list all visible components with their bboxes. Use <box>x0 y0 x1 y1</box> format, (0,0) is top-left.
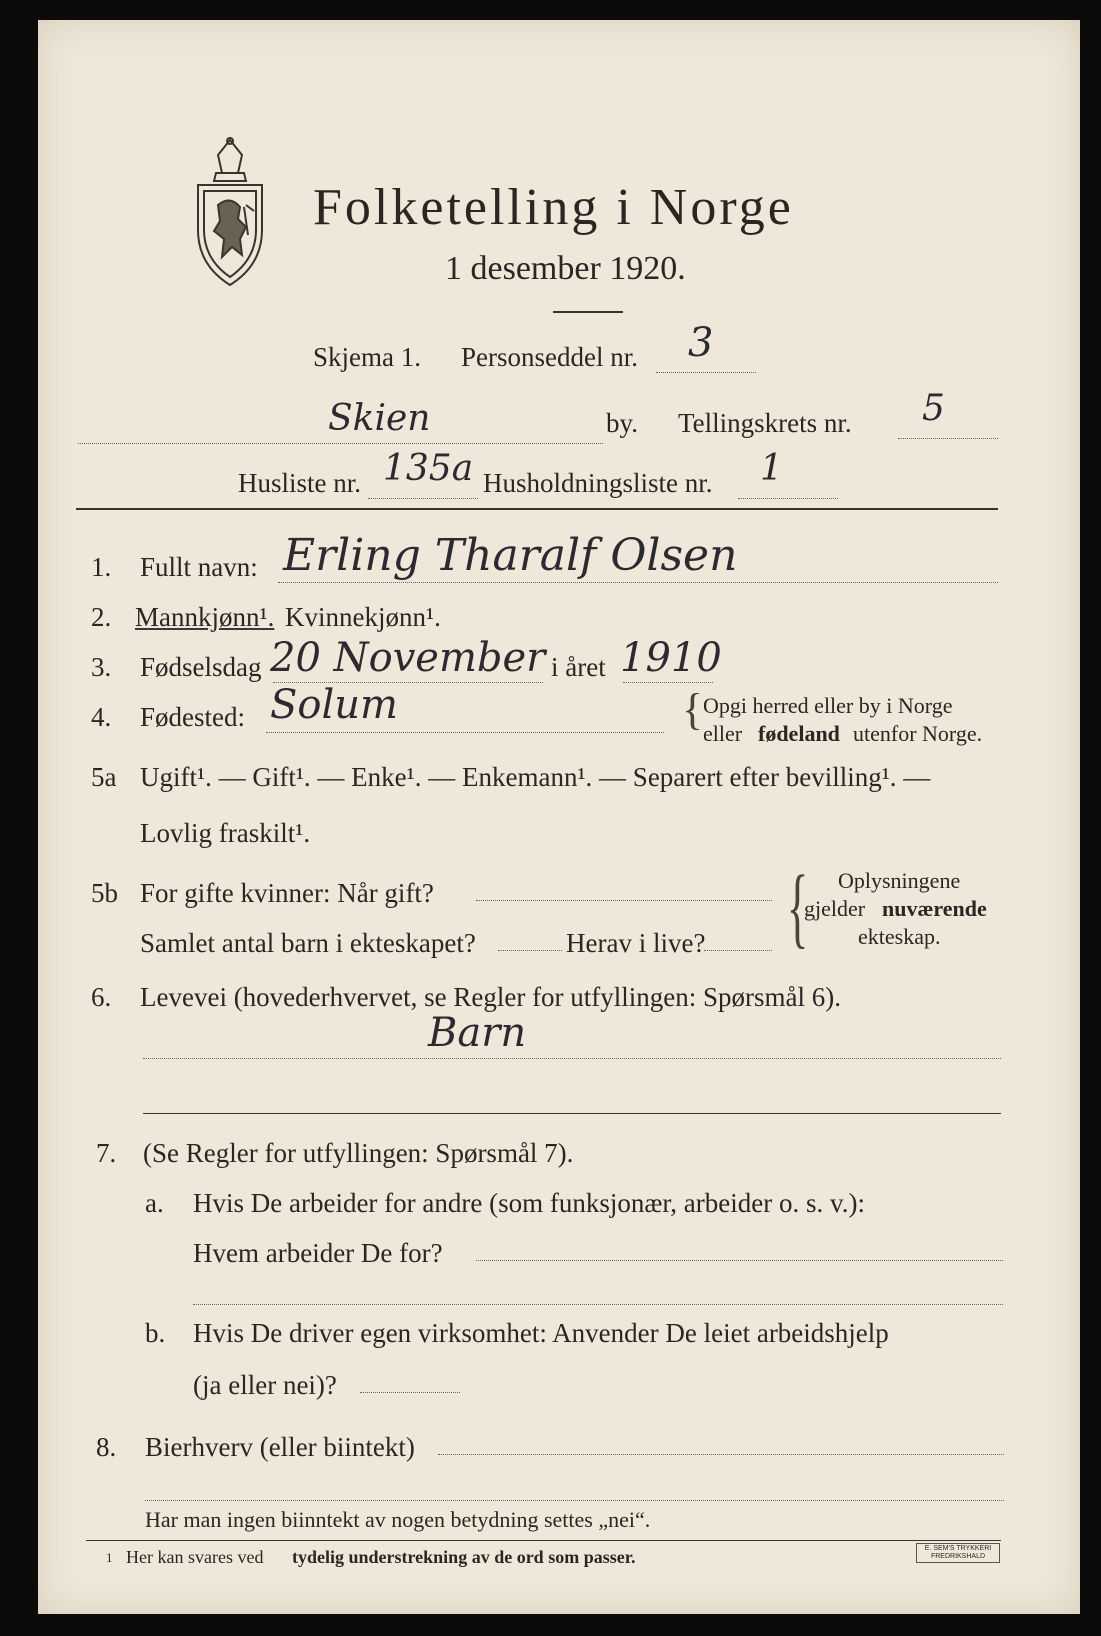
children-alive-label: Herav i live? <box>566 928 706 958</box>
footnote-text-b: tydelig understrekning av de ord som passer. <box>292 1547 636 1567</box>
norwegian-coat-of-arms-icon <box>188 135 272 295</box>
q7a-question: Hvis De arbeider for andre (som funksjonær, arbeider o. s. v.): <box>193 1188 865 1218</box>
husliste-value: 135a <box>383 448 474 489</box>
printer-city: FREDRIKSHALD <box>930 1553 986 1560</box>
children-alive-field[interactable] <box>704 950 772 951</box>
occupation-field[interactable] <box>143 1058 1001 1059</box>
by-label: by. <box>606 408 638 438</box>
printer-name: E. SEM'S TRYKKERI <box>924 1545 992 1552</box>
birthplace-note-line2-a: eller <box>703 721 743 746</box>
marriage-note-line1: Oplysningene <box>838 868 961 893</box>
birthplace-note-brace: { <box>682 685 704 734</box>
q7b-yes-no-label: (ja eller nei)? <box>193 1370 337 1400</box>
census-date: 1 desember 1920. <box>445 250 686 287</box>
husliste-label: Husliste nr. <box>238 468 362 498</box>
employer-field[interactable] <box>476 1260 1003 1261</box>
header-divider <box>76 508 998 510</box>
q7-label: (Se Regler for utfyllingen: Spørsmål 7). <box>143 1138 574 1168</box>
q3-number: 3. <box>91 652 112 682</box>
q6-number: 6. <box>91 982 112 1012</box>
tellingskrets-field[interactable] <box>898 438 998 439</box>
birthplace-note-line2-c: utenfor Norge. <box>853 721 983 746</box>
personseddel-label: Personseddel nr. <box>461 342 638 372</box>
footnote-divider <box>86 1540 1001 1541</box>
husholdning-value: 1 <box>760 448 783 489</box>
q6-label: Levevei (hovederhvervet, se Regler for utfyllingen: Spørsmål 6). <box>140 982 842 1012</box>
q5a-number: 5a <box>91 762 117 792</box>
husliste-field[interactable] <box>368 498 478 499</box>
city-value: Skien <box>328 398 431 439</box>
q8-number: 8. <box>96 1432 117 1462</box>
personseddel-field[interactable] <box>656 372 756 373</box>
female-option[interactable]: Kvinnekjønn¹. <box>285 602 441 632</box>
birth-year-field[interactable] <box>623 682 713 683</box>
marriage-note-line2-a: gjelder <box>804 896 866 921</box>
title-divider <box>553 311 623 313</box>
q7b-question: Hvis De driver egen virksomhet: Anvender De leiet arbeidshjelp <box>193 1318 889 1348</box>
children-total-label: Samlet antal barn i ekteskapet? <box>140 928 476 958</box>
marriage-note-line2-b: nuværende <box>882 896 987 921</box>
children-total-field[interactable] <box>498 950 562 951</box>
birth-year-value: 1910 <box>620 635 722 681</box>
marital-status-divorced[interactable]: Lovlig fraskilt¹. <box>140 818 311 848</box>
skjema-label: Skjema 1. <box>313 342 421 372</box>
married-when-field[interactable] <box>476 900 772 901</box>
q5b-number: 5b <box>91 878 118 908</box>
full-name-field[interactable] <box>278 582 998 583</box>
marriage-note-line3: ekteskap. <box>858 924 941 949</box>
personseddel-value: 3 <box>688 320 714 366</box>
printer-stamp <box>916 1543 1000 1563</box>
occupation-extra-line <box>143 1113 1001 1114</box>
q1-label: Fullt navn: <box>140 552 258 582</box>
q2-number: 2. <box>91 602 112 632</box>
birthday-value: 20 November <box>270 635 546 681</box>
side-income-field[interactable] <box>438 1454 1004 1455</box>
census-form-page <box>38 20 1080 1614</box>
tellingskrets-label: Tellingskrets nr. <box>678 408 852 438</box>
city-field[interactable] <box>78 443 603 444</box>
occupation-value: Barn <box>428 1010 527 1056</box>
q4-number: 4. <box>91 702 112 732</box>
husholdning-label: Husholdningsliste nr. <box>483 468 713 498</box>
marital-status-options[interactable]: Ugift¹. — Gift¹. — Enke¹. — Enkemann¹. — Separert efter bevilling¹. — <box>140 762 931 792</box>
q7a-employer-label: Hvem arbeider De for? <box>193 1238 443 1268</box>
q7a-letter: a. <box>145 1188 164 1218</box>
side-income-field-line2[interactable] <box>145 1500 1004 1501</box>
side-income-note: Har man ingen biinntekt av nogen betydning settes „nei“. <box>145 1507 651 1532</box>
birthplace-note-line1: Opgi herred eller by i Norge <box>703 693 953 718</box>
birthplace-field[interactable] <box>266 732 664 733</box>
birthplace-value: Solum <box>270 682 398 728</box>
q7b-letter: b. <box>145 1318 166 1348</box>
form-title: Folketelling i Norge <box>313 179 794 236</box>
year-label: i året <box>551 652 606 682</box>
married-when-label: For gifte kvinner: Når gift? <box>140 878 434 908</box>
birthplace-note-line2-b: fødeland <box>758 721 840 746</box>
tellingskrets-value: 5 <box>922 388 945 429</box>
q3-label: Fødselsdag <box>140 652 262 682</box>
husholdning-field[interactable] <box>738 498 838 499</box>
footnote-mark: 1 <box>106 1550 113 1565</box>
q1-number: 1. <box>91 552 112 582</box>
full-name-value: Erling Tharalf Olsen <box>283 530 738 581</box>
footnote-text-a: Her kan svares ved <box>126 1547 264 1567</box>
male-option[interactable]: Mannkjønn¹. <box>135 602 275 632</box>
q8-label: Bierhverv (eller biintekt) <box>145 1432 415 1462</box>
employer-field-line2[interactable] <box>193 1304 1003 1305</box>
hired-help-field[interactable] <box>360 1392 460 1393</box>
q4-label: Fødested: <box>140 702 245 732</box>
marriage-note-brace: { <box>786 858 809 957</box>
q7-number: 7. <box>96 1138 117 1168</box>
